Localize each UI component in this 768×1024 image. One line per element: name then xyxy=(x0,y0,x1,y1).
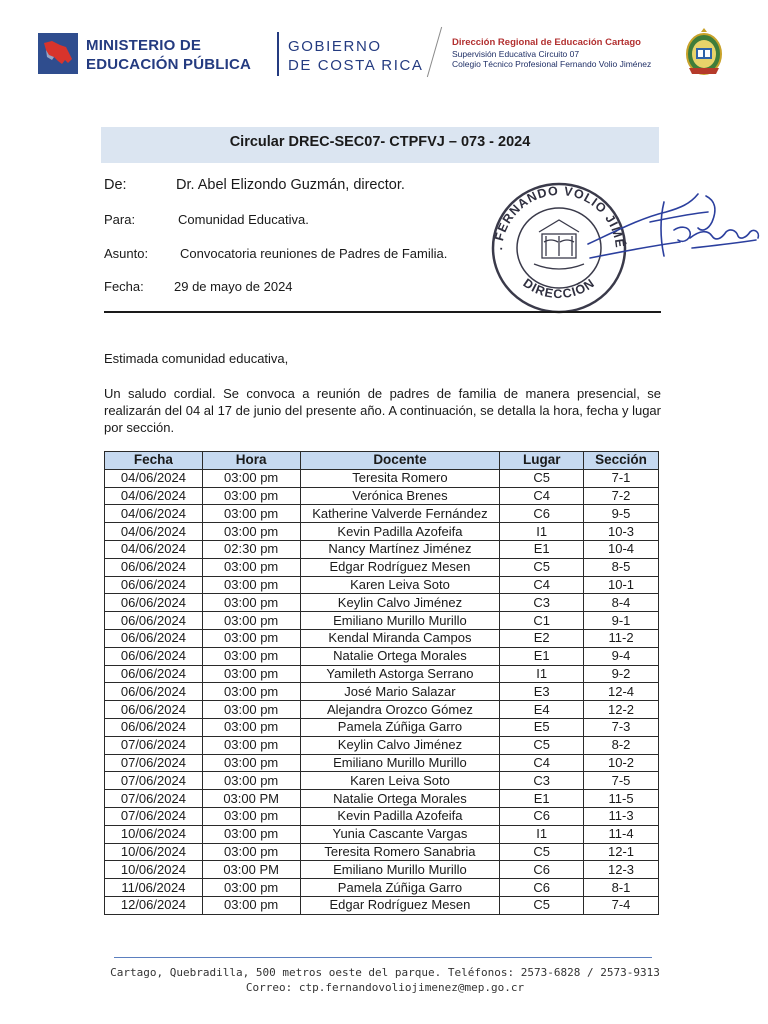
stamp-top-text: . FERNANDO VOLIO JIMÉ xyxy=(491,183,627,251)
cell-seccion: 7-2 xyxy=(584,487,659,505)
table-row xyxy=(105,736,659,754)
cell-lugar: C4 xyxy=(500,576,584,594)
cell-seccion: 9-4 xyxy=(584,647,659,665)
cell-lugar: E1 xyxy=(500,540,584,558)
field-fecha-value: 29 de mayo de 2024 xyxy=(174,279,293,294)
table-row xyxy=(105,754,659,772)
table-row xyxy=(105,701,659,719)
cell-fecha: 06/06/2024 xyxy=(105,629,203,647)
cell-hora: 03:00 pm xyxy=(202,612,300,630)
cell-fecha: 07/06/2024 xyxy=(105,754,203,772)
cell-hora: 03:00 pm xyxy=(202,879,300,897)
cell-fecha: 12/06/2024 xyxy=(105,896,203,914)
cell-docente: Karen Leiva Soto xyxy=(300,772,500,790)
cell-seccion: 11-3 xyxy=(584,807,659,825)
cell-fecha: 06/06/2024 xyxy=(105,576,203,594)
cell-docente: Pamela Zúñiga Garro xyxy=(300,718,500,736)
cell-fecha: 06/06/2024 xyxy=(105,647,203,665)
cell-seccion: 7-1 xyxy=(584,469,659,487)
table-row xyxy=(105,612,659,630)
table-row xyxy=(105,576,659,594)
director-signature xyxy=(580,182,766,272)
cell-seccion: 7-3 xyxy=(584,718,659,736)
cell-docente: Edgar Rodríguez Mesen xyxy=(300,558,500,576)
cell-fecha: 10/06/2024 xyxy=(105,861,203,879)
circular-title: Circular DREC-SEC07- CTPFVJ – 073 - 2024 xyxy=(229,134,531,150)
cell-docente: Pamela Zúñiga Garro xyxy=(300,879,500,897)
cell-hora: 03:00 pm xyxy=(202,772,300,790)
cell-docente: Keylin Calvo Jiménez xyxy=(300,736,500,754)
table-row xyxy=(105,594,659,612)
cell-docente: Verónica Brenes xyxy=(300,487,500,505)
cell-seccion: 9-5 xyxy=(584,505,659,523)
cell-lugar: C1 xyxy=(500,612,584,630)
greeting: Estimada comunidad educativa, xyxy=(104,351,289,366)
cell-fecha: 04/06/2024 xyxy=(105,505,203,523)
footer-divider xyxy=(114,957,652,958)
cell-lugar: C5 xyxy=(500,469,584,487)
ministry-name xyxy=(86,36,276,74)
field-de-value: Dr. Abel Elizondo Guzmán, director. xyxy=(176,177,405,193)
table-header-row xyxy=(105,452,659,470)
costa-rica-map-logo xyxy=(38,33,78,74)
cell-seccion: 8-1 xyxy=(584,879,659,897)
cell-docente: Nancy Martínez Jiménez xyxy=(300,540,500,558)
cell-seccion: 8-5 xyxy=(584,558,659,576)
cell-hora: 03:00 pm xyxy=(202,683,300,701)
col-seccion-header: Sección xyxy=(584,452,659,470)
col-fecha-header: Fecha xyxy=(105,452,203,470)
cell-fecha: 04/06/2024 xyxy=(105,487,203,505)
table-row xyxy=(105,772,659,790)
regional-direction xyxy=(452,37,692,69)
cell-fecha: 06/06/2024 xyxy=(105,665,203,683)
cell-lugar: I1 xyxy=(500,665,584,683)
cell-docente: Kevin Padilla Azofeifa xyxy=(300,807,500,825)
cell-fecha: 10/06/2024 xyxy=(105,825,203,843)
table-row xyxy=(105,807,659,825)
cell-docente: Natalie Ortega Morales xyxy=(300,790,500,808)
cell-lugar: C6 xyxy=(500,807,584,825)
table-row xyxy=(105,487,659,505)
cell-lugar: C6 xyxy=(500,861,584,879)
table-row xyxy=(105,683,659,701)
field-asunto-value: Convocatoria reuniones de Padres de Familia. xyxy=(180,246,448,261)
cell-hora: 03:00 PM xyxy=(202,861,300,879)
table-row xyxy=(105,505,659,523)
footer-email: Correo: ctp.fernandovoliojimenez@mep.go.cr xyxy=(245,981,525,994)
cell-fecha: 06/06/2024 xyxy=(105,701,203,719)
cell-seccion: 10-4 xyxy=(584,540,659,558)
cell-fecha: 10/06/2024 xyxy=(105,843,203,861)
cell-seccion: 12-3 xyxy=(584,861,659,879)
cell-docente: Kevin Padilla Azofeifa xyxy=(300,523,500,541)
cell-hora: 03:00 pm xyxy=(202,825,300,843)
col-hora-header: Hora xyxy=(202,452,300,470)
cell-docente: Natalie Ortega Morales xyxy=(300,647,500,665)
government-line-1: GOBIERNO xyxy=(288,38,382,55)
cell-lugar: E4 xyxy=(500,701,584,719)
cell-hora: 03:00 pm xyxy=(202,807,300,825)
field-fecha-label: Fecha: xyxy=(104,279,144,294)
cell-seccion: 9-2 xyxy=(584,665,659,683)
cell-lugar: C5 xyxy=(500,843,584,861)
cell-docente: Teresita Romero xyxy=(300,469,500,487)
cell-hora: 03:00 pm xyxy=(202,665,300,683)
stamp-bottom-text: DIRECCIÓN xyxy=(520,275,598,302)
government-line-2: DE COSTA RICA xyxy=(288,57,424,74)
cell-hora: 03:00 pm xyxy=(202,843,300,861)
cell-seccion: 9-1 xyxy=(584,612,659,630)
memo-divider xyxy=(104,311,661,313)
header-divider xyxy=(277,32,279,76)
field-asunto-label: Asunto: xyxy=(104,246,149,261)
cell-hora: 03:00 pm xyxy=(202,896,300,914)
cell-seccion: 11-2 xyxy=(584,629,659,647)
field-para-value: Comunidad Educativa. xyxy=(178,212,309,227)
field-para-label: Para: xyxy=(104,212,136,227)
cell-fecha: 07/06/2024 xyxy=(105,772,203,790)
meeting-schedule-table xyxy=(104,451,659,915)
cell-hora: 03:00 pm xyxy=(202,487,300,505)
cell-fecha: 06/06/2024 xyxy=(105,683,203,701)
table-row xyxy=(105,558,659,576)
cell-docente: Katherine Valverde Fernández xyxy=(300,505,500,523)
table-row xyxy=(105,469,659,487)
cell-hora: 03:00 pm xyxy=(202,594,300,612)
cell-seccion: 10-3 xyxy=(584,523,659,541)
footer-address: Cartago, Quebradilla, 500 metros oeste del parque. Teléfonos: 2573-6828 / 2573-9313 xyxy=(110,966,660,979)
cell-lugar: C5 xyxy=(500,736,584,754)
cell-lugar: C3 xyxy=(500,772,584,790)
cell-docente: Alejandra Orozco Gómez xyxy=(300,701,500,719)
cell-lugar: E5 xyxy=(500,718,584,736)
cell-hora: 03:00 pm xyxy=(202,736,300,754)
cell-docente: Emiliano Murillo Murillo xyxy=(300,754,500,772)
cell-docente: Teresita Romero Sanabria xyxy=(300,843,500,861)
cell-fecha: 06/06/2024 xyxy=(105,558,203,576)
cell-fecha: 07/06/2024 xyxy=(105,807,203,825)
intro-paragraph: Un saludo cordial. Se convoca a reunión de padres de familia de manera presencial, se realizarán del 04 al 17 de junio del presente año. A continuación, se detalla la hora, fecha y lugar por sección. xyxy=(104,386,661,435)
cell-fecha: 04/06/2024 xyxy=(105,469,203,487)
cell-docente: Kendal Miranda Campos xyxy=(300,629,500,647)
table-row xyxy=(105,843,659,861)
cell-fecha: 07/06/2024 xyxy=(105,736,203,754)
table-body xyxy=(105,469,659,914)
college-name: Colegio Técnico Profesional Fernando Volio Jiménez xyxy=(452,59,652,69)
cell-seccion: 11-5 xyxy=(584,790,659,808)
cell-docente: José Mario Salazar xyxy=(300,683,500,701)
cell-seccion: 12-4 xyxy=(584,683,659,701)
cell-lugar: E1 xyxy=(500,647,584,665)
cell-docente: Karen Leiva Soto xyxy=(300,576,500,594)
table-row xyxy=(105,665,659,683)
cell-fecha: 06/06/2024 xyxy=(105,718,203,736)
cell-hora: 03:00 pm xyxy=(202,576,300,594)
table-row xyxy=(105,647,659,665)
field-de-label: De: xyxy=(104,177,127,193)
cell-hora: 03:00 pm xyxy=(202,629,300,647)
svg-text:DIRECCIÓN xyxy=(521,276,598,301)
cell-docente: Yunia Cascante Vargas xyxy=(300,825,500,843)
cell-lugar: C5 xyxy=(500,896,584,914)
table-row xyxy=(105,790,659,808)
cell-fecha: 07/06/2024 xyxy=(105,790,203,808)
letterhead xyxy=(38,30,738,80)
cell-seccion: 7-4 xyxy=(584,896,659,914)
cell-hora: 03:00 pm xyxy=(202,505,300,523)
cell-fecha: 06/06/2024 xyxy=(105,594,203,612)
table-row xyxy=(105,523,659,541)
cell-seccion: 12-1 xyxy=(584,843,659,861)
cell-docente: Edgar Rodríguez Mesen xyxy=(300,896,500,914)
cell-lugar: E3 xyxy=(500,683,584,701)
cell-hora: 02:30 pm xyxy=(202,540,300,558)
school-crest-icon xyxy=(683,26,725,78)
cell-lugar: E1 xyxy=(500,790,584,808)
cell-lugar: E2 xyxy=(500,629,584,647)
government-name xyxy=(288,37,438,75)
cell-docente: Emiliano Murillo Murillo xyxy=(300,612,500,630)
cell-lugar: I1 xyxy=(500,523,584,541)
col-docente-header: Docente xyxy=(300,452,500,470)
cell-docente: Yamileth Astorga Serrano xyxy=(300,665,500,683)
table-row xyxy=(105,861,659,879)
cell-seccion: 10-1 xyxy=(584,576,659,594)
cell-lugar: C5 xyxy=(500,558,584,576)
cell-lugar: C6 xyxy=(500,879,584,897)
ministry-line-2: EDUCACIÓN PÚBLICA xyxy=(86,56,252,73)
cell-hora: 03:00 pm xyxy=(202,523,300,541)
col-lugar-header: Lugar xyxy=(500,452,584,470)
region-title: Dirección Regional de Educación Cartago xyxy=(452,37,641,48)
cell-seccion: 8-4 xyxy=(584,594,659,612)
cell-seccion: 7-5 xyxy=(584,772,659,790)
table-row xyxy=(105,896,659,914)
table-row xyxy=(105,629,659,647)
cell-hora: 03:00 pm xyxy=(202,647,300,665)
cell-hora: 03:00 pm xyxy=(202,718,300,736)
cell-hora: 03:00 pm xyxy=(202,469,300,487)
cell-docente: Keylin Calvo Jiménez xyxy=(300,594,500,612)
cell-hora: 03:00 pm xyxy=(202,754,300,772)
cell-lugar: I1 xyxy=(500,825,584,843)
cell-hora: 03:00 pm xyxy=(202,558,300,576)
cell-seccion: 12-2 xyxy=(584,701,659,719)
supervision-text: Supervisión Educativa Circuito 07 xyxy=(452,49,580,59)
ministry-line-1: MINISTERIO DE xyxy=(86,37,202,54)
cell-lugar: C4 xyxy=(500,487,584,505)
cell-lugar: C4 xyxy=(500,754,584,772)
cell-fecha: 04/06/2024 xyxy=(105,523,203,541)
cell-hora: 03:00 PM xyxy=(202,790,300,808)
cell-docente: Emiliano Murillo Murillo xyxy=(300,861,500,879)
cell-fecha: 04/06/2024 xyxy=(105,540,203,558)
cell-seccion: 10-2 xyxy=(584,754,659,772)
cell-fecha: 06/06/2024 xyxy=(105,612,203,630)
cell-seccion: 11-4 xyxy=(584,825,659,843)
table-row xyxy=(105,718,659,736)
table-row xyxy=(105,825,659,843)
cell-lugar: C6 xyxy=(500,505,584,523)
table-row xyxy=(105,540,659,558)
table-row xyxy=(105,879,659,897)
cell-hora: 03:00 pm xyxy=(202,701,300,719)
circular-title-bar xyxy=(101,127,659,163)
cell-seccion: 8-2 xyxy=(584,736,659,754)
cell-fecha: 11/06/2024 xyxy=(105,879,203,897)
cell-lugar: C3 xyxy=(500,594,584,612)
